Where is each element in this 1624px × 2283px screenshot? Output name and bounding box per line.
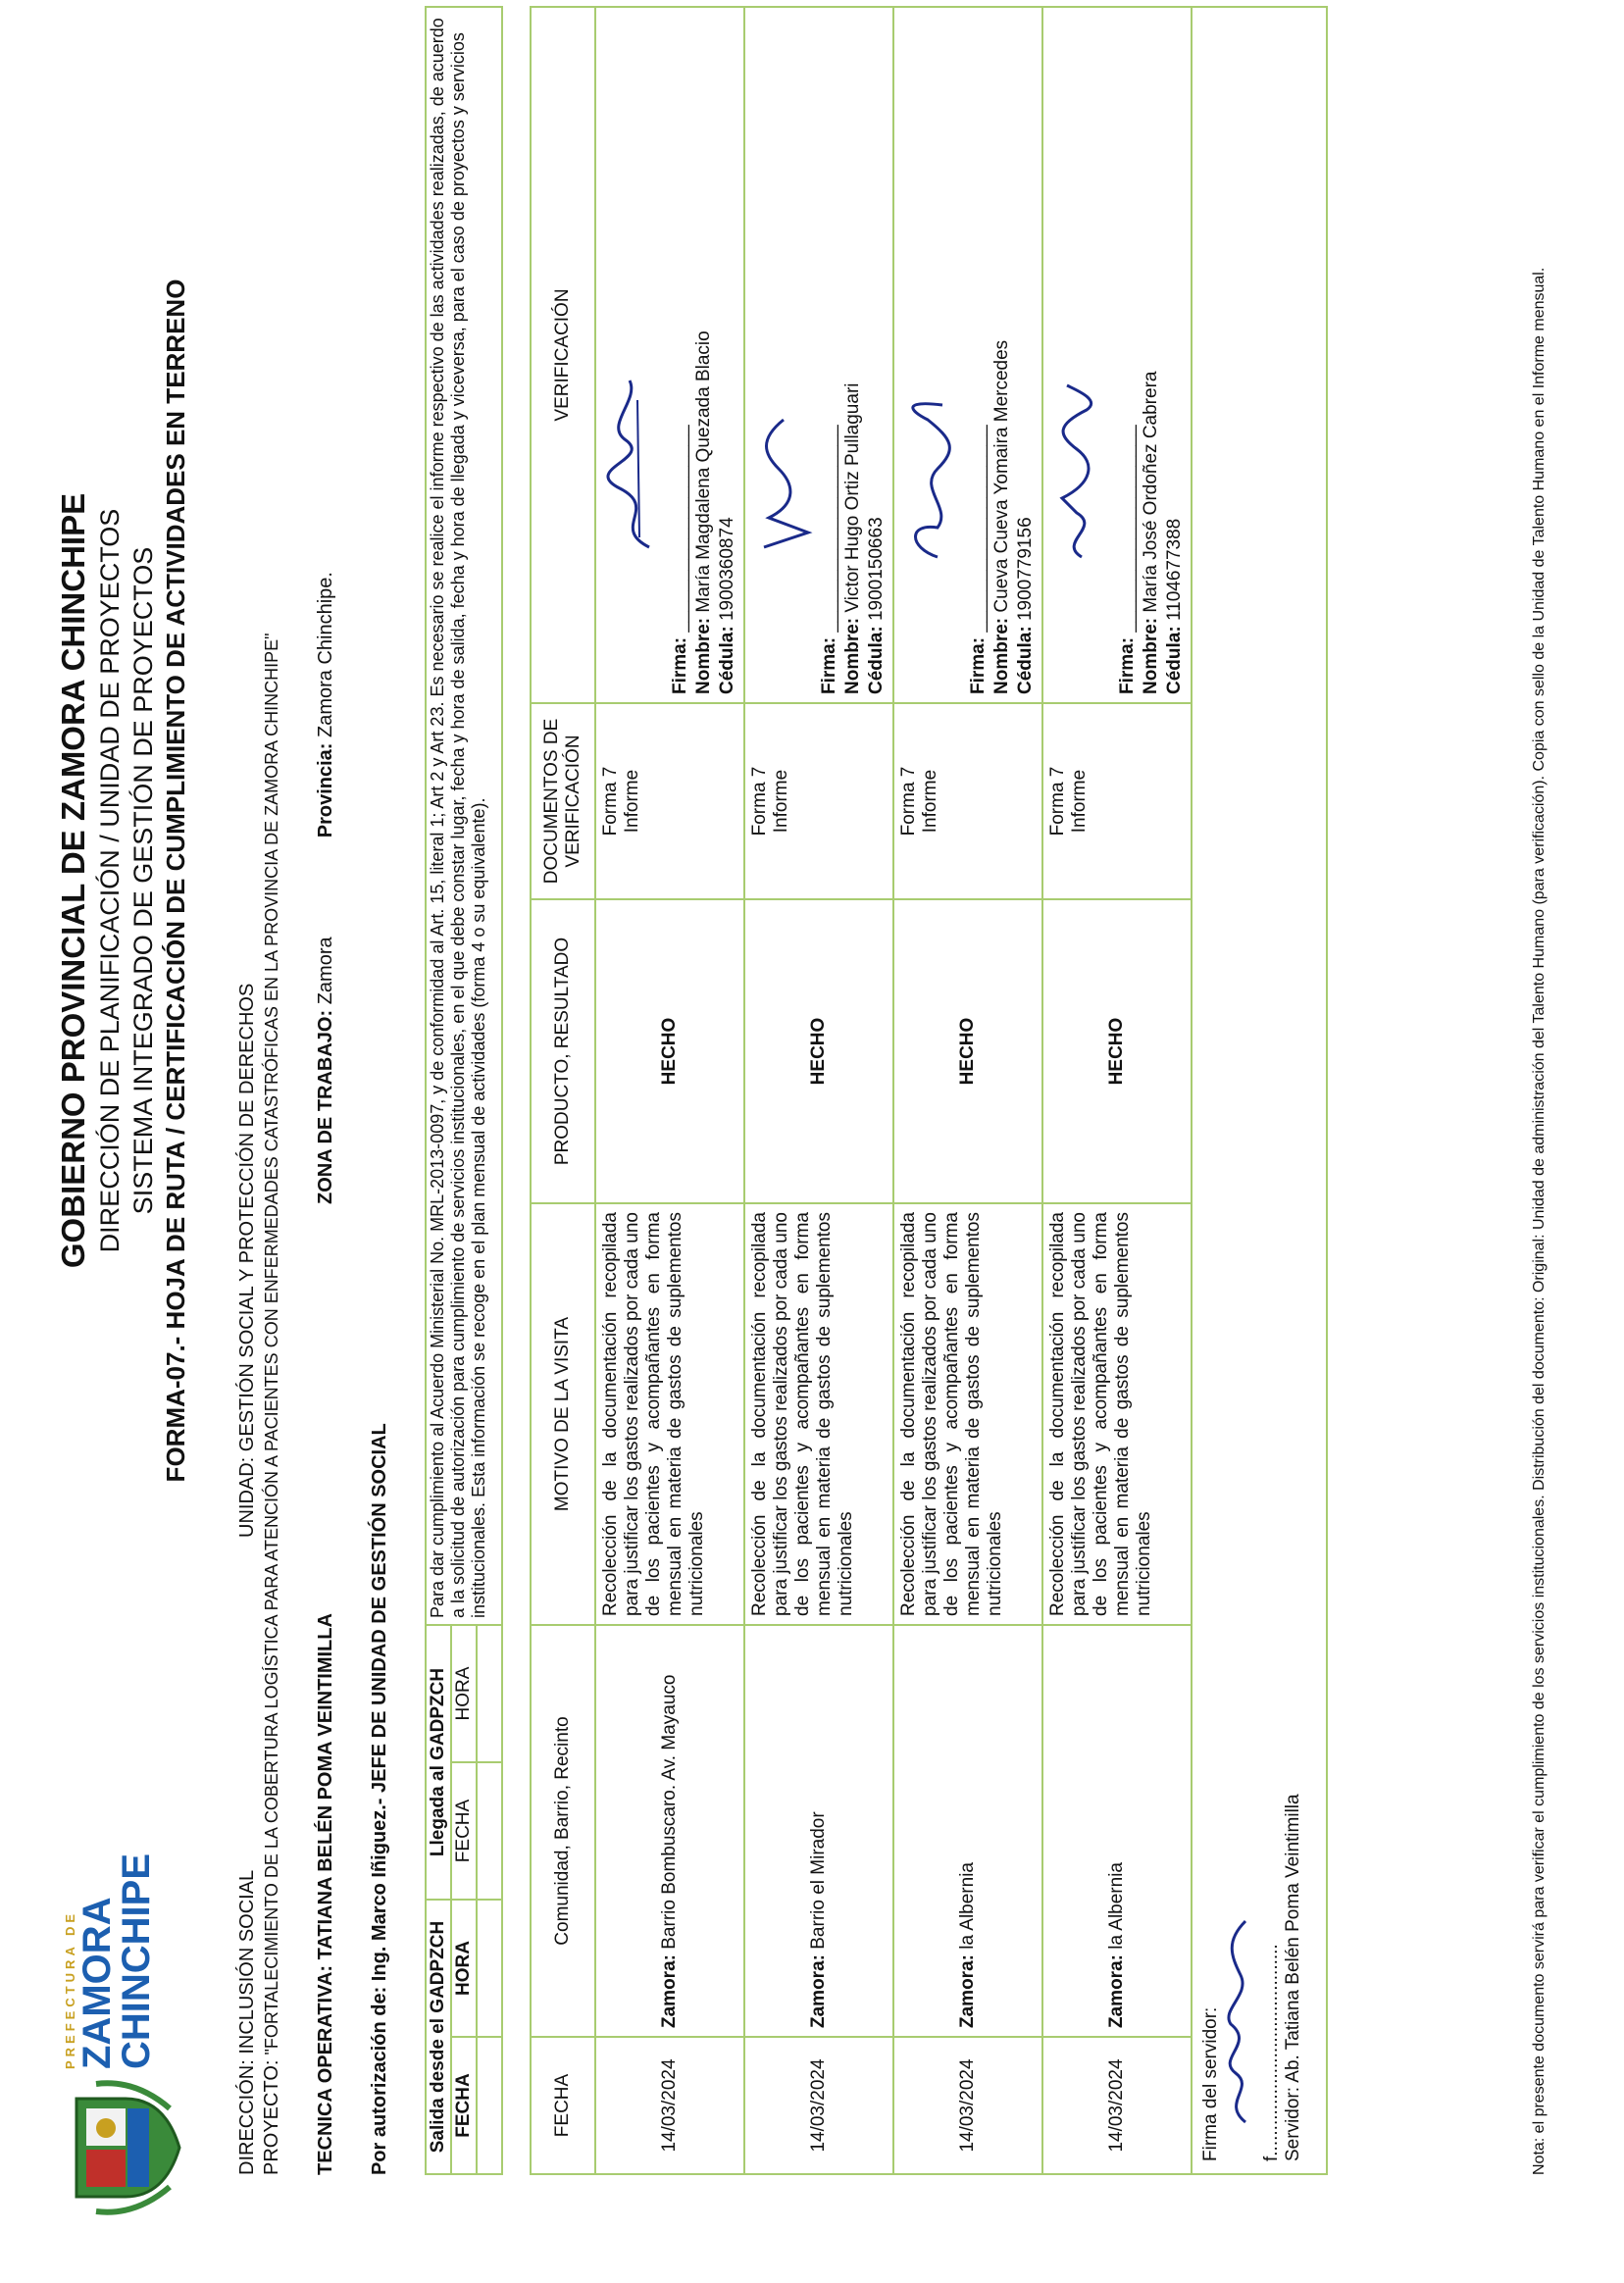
title-sistema: SISTEMA INTEGRADO DE GESTIÓN DE PROYECTOS [128,546,158,1215]
llegada-hora-value [477,1625,502,1762]
row-verificacion: Firma: ____________________ Nombre: Cueva Cueva Yomaira Mercedes Cédula: 1900779156 [893,7,1042,703]
salida-header: Salida desde el GADPZCH [426,1900,451,2174]
zona-value: Zamora [315,937,336,1005]
doc-informe: Informe [920,769,940,834]
row-lugar [744,1625,893,2037]
row-motivo: Recolección de la documentación recopilada para justificar los gastos realizados por cada uno de los pacientes y acompañantes en forma mensual en materia de gastos de suplementos nutricionales [1042,1203,1192,1625]
salida-hora-value [477,1900,502,2037]
row-producto: HECHO [1042,899,1192,1203]
row-producto: HECHO [595,899,744,1203]
footer-note: Nota: el presente documento servirá para verificar el cumplimiento de los servicios institucionales. Distribución del documento: Original: Unidad de administración del Talento Humano (para verificación). Copia con sello de la Unidad de Talento Humano en el Informe mensual. [1531,267,1548,2175]
table-row [744,7,893,2174]
llegada-fecha-header: FECHA [451,1762,477,1900]
proyecto-value: "FORTALECIMIENTO DE LA COBERTURA LOGÍSTICA PARA ATENCIÓN A PACIENTES CON ENFERMEDADES CATASTRÓFICAS EN LA PROVINCIA DE ZAMORA CHINCHIPE" [262,633,281,2055]
servidor-cell [1192,7,1327,2174]
unidad-value: GESTIÓN SOCIAL Y PROTECCIÓN DE DERECHOS [236,983,258,1452]
salida-hora-header: HORA [451,1900,477,2037]
servidor-label: Servidor: [1283,2086,1303,2161]
llegada-header: Llegada al GADPZCH [426,1625,451,1900]
tecnica-operativa: TECNICA OPERATIVA: TATIANA BELÉN POMA VEINTIMILLA [315,1613,336,2175]
col-motivo: MOTIVO DE LA VISITA [531,1203,595,1625]
zona-label: ZONA DE TRABAJO: [315,1009,336,1204]
cedula-value: 1900779156 [1015,517,1036,622]
proyecto-label: PROYECTO: [261,2059,282,2175]
row-fecha: 14/03/2024 [1042,2037,1192,2174]
autorizacion-line [368,1423,391,2175]
acuerdo-note: Para dar cumplimiento al Acuerdo Ministerial No. MRL-2013-0097, y de conformidad al Art. 15, literal 1; Art 2 y Art 23. Es necesario se realice el informe respectivo de las actividades realizadas, de acuerdo a la solicitud de autorización para cumplimiento de servicios institucionales, en el que debe constar lugar, fecha y hora de salida, fecha y hora de llegada y viceversa, para el caso de proyectos y servicios institucionales. Esta información se recoge en el plan mensual de actividades (forma 4 o su equivalente). [426,7,502,1625]
logo-text-prefectura: PREFECTURA DE [63,1909,77,2069]
row-lugar-city: Zamora: [1106,1954,1127,2028]
doc-forma: Forma 7 [898,766,919,837]
nombre-label: Nombre: [1141,617,1161,694]
row-lugar-city: Zamora: [957,1954,978,2028]
col-documentos: DOCUMENTOS DE VERIFICACIÓN [531,703,595,899]
row-documentos [744,703,893,899]
row-lugar [893,1625,1042,2037]
zona-line [314,572,337,1204]
doc-informe: Informe [771,769,791,834]
nombre-value: Cueva Cueva Yomaira Mercedes [991,339,1012,613]
row-lugar-place: la Albernia [1106,1862,1127,1950]
cedula-label: Cédula: [1164,626,1185,694]
row-lugar-place: Barrio el Mirador [808,1811,829,1950]
firma-label: Firma: [670,636,690,694]
unidad-line [235,984,259,1538]
row-documentos [893,703,1042,899]
firma-label: Firma: [1117,636,1138,694]
doc-forma: Forma 7 [749,766,770,837]
logo-text-chinchipe: CHINCHIPE [115,1852,158,2069]
cedula-value: 1900360874 [717,517,737,622]
table-row [595,7,744,2174]
row-fecha: 14/03/2024 [744,2037,893,2174]
row-fecha: 14/03/2024 [595,2037,744,2174]
nombre-label: Nombre: [991,617,1012,694]
autorizacion-value: JEFE DE UNIDAD DE GESTIÓN SOCIAL [369,1423,390,1793]
title-forma: FORMA-07.- HOJA DE RUTA / CERTIFICACIÓN DE CUMPLIMIENTO DE ACTIVIDADES EN TERRENO [161,279,190,1483]
row-lugar-place: Barrio Bombuscaro. Av. Mayauco [659,1674,680,1950]
nombre-value: María Magdalena Quezada Blacio [693,330,714,613]
col-fecha: FECHA [531,2037,595,2174]
row-lugar [1042,1625,1192,2037]
actividades-table [530,6,1328,2175]
handwritten-signature [600,16,669,694]
servidor-name: Ab. Tatiana Belén Poma Veintimilla [1283,1794,1303,2083]
direccion-value: INCLUSIÓN SOCIAL [236,1869,258,2055]
table-header-row [531,7,595,2174]
row-lugar-place: la Albernia [957,1862,978,1950]
row-documentos [1042,703,1192,899]
cedula-label: Cédula: [866,626,887,694]
prefectura-logo [57,1852,184,2216]
firma-label: Firma: [819,636,839,694]
nombre-value: Victor Hugo Ortiz Pullaguari [842,382,863,613]
row-verificacion: Firma: ____________________ Nombre: Victor Hugo Ortiz Pullaguari Cédula: 1900150663 [744,7,893,703]
servidor-row [1192,7,1327,2174]
cedula-label: Cédula: [717,626,737,694]
col-producto: PRODUCTO, RESULTADO [531,899,595,1203]
row-producto: HECHO [744,899,893,1203]
nombre-label: Nombre: [842,617,863,694]
cedula-value: 1104677388 [1164,518,1185,622]
row-lugar [595,1625,744,2037]
nombre-label: Nombre: [693,617,714,694]
direccion-line [235,1870,259,2175]
coat-of-arms-icon [57,2079,184,2216]
row-motivo: Recolección de la documentación recopilada para justificar los gastos realizados por cada uno de los pacientes y acompañantes en forma mensual en materia de gastos de suplementos nutricionales [595,1203,744,1625]
salida-fecha-header: FECHA [451,2037,477,2174]
servidor-f-line: f......................................... [1261,1944,1282,2161]
handwritten-signature [749,16,818,694]
llegada-fecha-value [477,1762,502,1900]
row-verificacion: Firma: ____________________ Nombre: María Magdalena Quezada Blacio Cédula: 1900360874 [595,7,744,703]
row-fecha: 14/03/2024 [893,2037,1042,2174]
handwritten-signature [1047,16,1116,694]
doc-informe: Informe [622,769,642,834]
row-documentos [595,703,744,899]
col-verificacion: VERIFICACIÓN [531,7,595,703]
row-motivo: Recolección de la documentación recopilada para justificar los gastos realizados por cada uno de los pacientes y acompañantes en forma mensual en materia de gastos de suplementos nutricionales [893,1203,1042,1625]
unidad-label: UNIDAD: [236,1456,258,1538]
proyecto-line [260,633,283,2175]
col-comunidad: Comunidad, Barrio, Recinto [531,1625,595,2037]
llegada-hora-header: HORA [451,1625,477,1762]
logo-text-zamora: ZAMORA [76,1897,119,2069]
doc-forma: Forma 7 [600,766,621,837]
cedula-label: Cédula: [1015,626,1036,694]
handwritten-signature [898,16,967,694]
servidor-line [1283,20,1304,2161]
provincia-value: Zamora Chinchipe. [315,572,336,737]
salida-fecha-value [477,2037,502,2174]
doc-forma: Forma 7 [1047,766,1068,837]
cedula-value: 1900150663 [866,517,887,622]
title-gobierno: GOBIERNO PROVINCIAL DE ZAMORA CHINCHIPE [55,492,91,1269]
table-row [1042,7,1192,2174]
row-motivo: Recolección de la documentación recopilada para justificar los gastos realizados por cada uno de los pacientes y acompañantes en forma mensual en materia de gastos de suplementos nutricionales [744,1203,893,1625]
direccion-label: DIRECCIÓN: [236,2059,258,2175]
nombre-value: María José Ordoñez Cabrera [1141,371,1161,613]
doc-informe: Informe [1069,769,1090,834]
row-lugar-city: Zamora: [808,1954,829,2028]
servidor-signature [1222,20,1261,2161]
row-verificacion: Firma: ____________________ Nombre: María José Ordoñez Cabrera Cédula: 1104677388 [1042,7,1192,703]
salida-llegada-table [425,6,503,2175]
firma-servidor-label: Firma del servidor: [1200,2006,1221,2161]
table-row [893,7,1042,2174]
title-direccion: DIRECCIÓN DE PLANIFICACIÓN / UNIDAD DE PROYECTOS [95,508,125,1253]
autorizacion-label: Por autorización de: Ing. Marco Iñiguez.- [369,1798,390,2175]
row-lugar-city: Zamora: [659,1954,680,2028]
header-titles [54,47,191,1714]
firma-label: Firma: [968,636,989,694]
provincia-label: Provincia: [315,742,336,838]
row-producto: HECHO [893,899,1042,1203]
